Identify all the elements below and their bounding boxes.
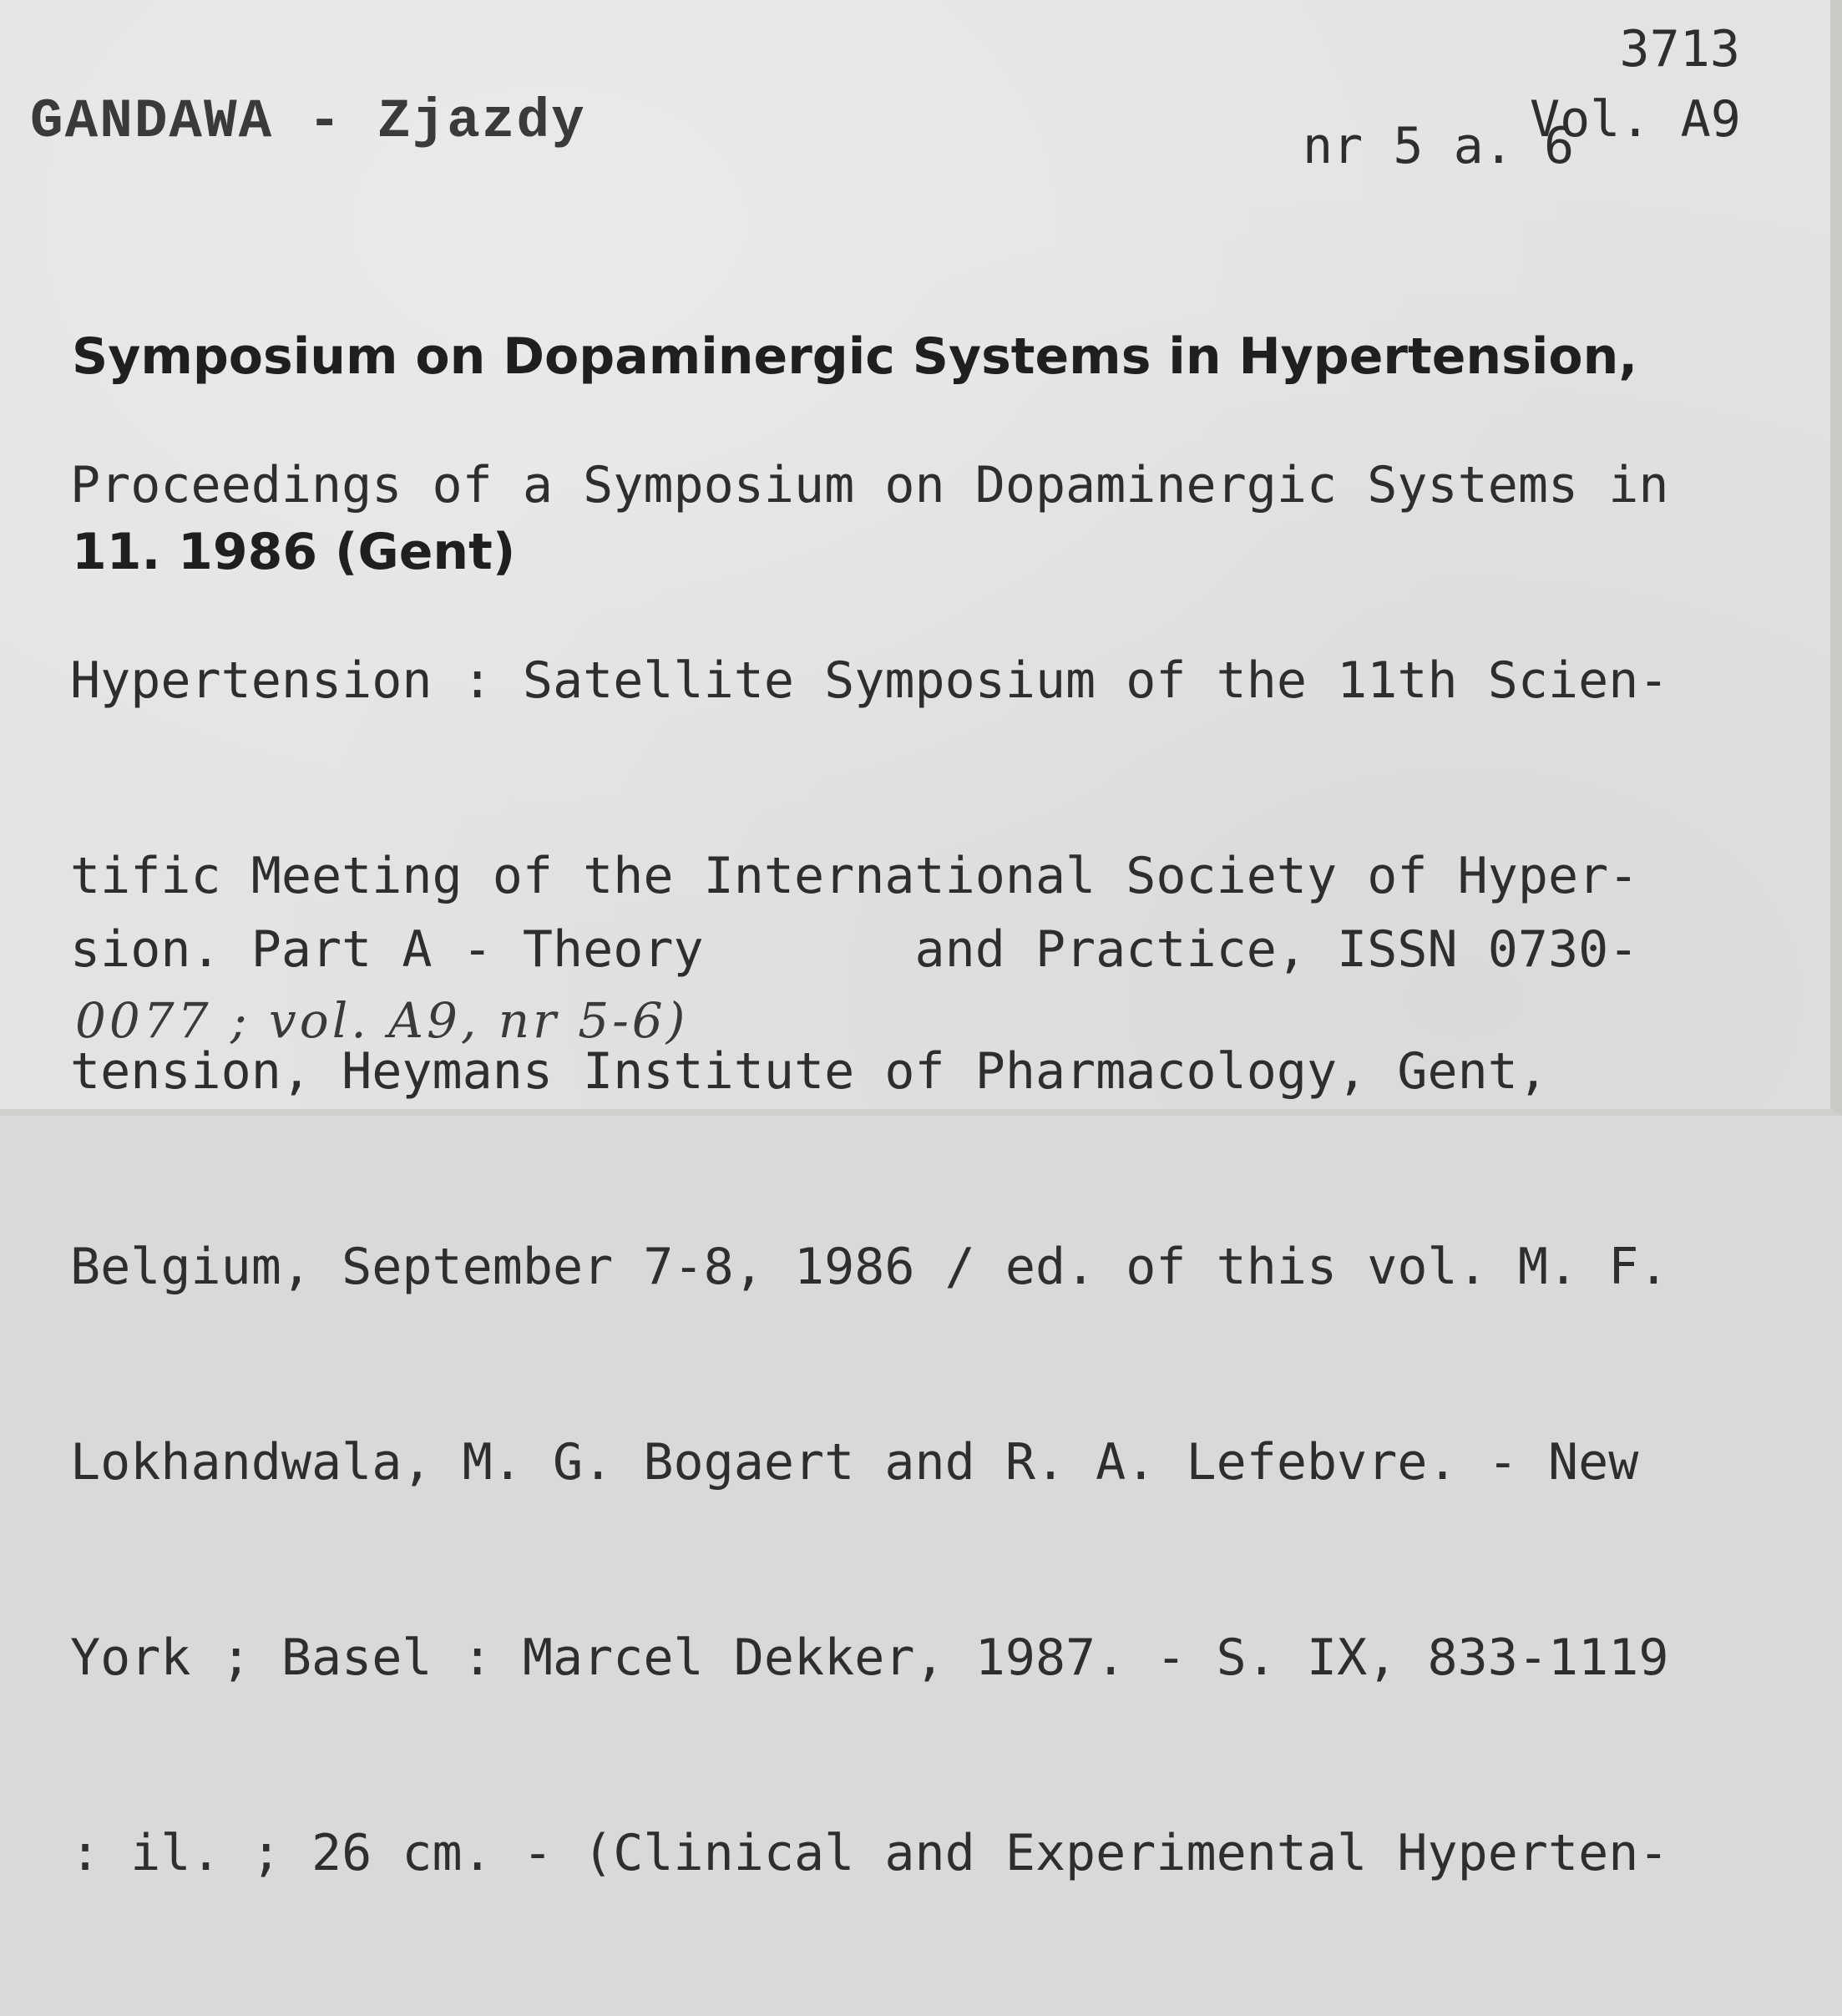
issue-number: nr 5 a. 6 (1303, 117, 1575, 175)
subject-heading: GANDAWA - Zjazdy (30, 90, 586, 153)
description-line: Lokhandwala, M. G. Bogaert and R. A. Lefebvre. - New (70, 1433, 1639, 1492)
description-line: York ; Basel : Marcel Dekker, 1987. - S. IX, 833-1119 (70, 1629, 1669, 1687)
description-line: : il. ; 26 cm. - (Clinical and Experimental Hyperten- (70, 1824, 1669, 1882)
bibliographic-description (70, 322, 1790, 2016)
volume-number: Vol. A9 (1530, 90, 1741, 149)
call-number: 3713 (1619, 20, 1740, 79)
description-line: Hypertension : Satellite Symposium of the 11th Scien- (70, 651, 1669, 710)
handwritten-note: 0077 ; vol. A9, nr 5-6) (75, 992, 689, 1049)
title-heading-line: 11. 1986 (Gent) (72, 523, 516, 581)
description-line: Proceedings of a Symposium on Dopaminergic Systems in (70, 456, 1669, 514)
description-continuation: sion. Part A - Theory and Practice, ISSN 0730- (70, 920, 1639, 979)
description-line: tific Meeting of the International Society of Hyper- (70, 847, 1639, 905)
description-line: tension, Heymans Institute of Pharmacology, Gent, (70, 1042, 1549, 1101)
description-line: Belgium, September 7-8, 1986 / ed. of this vol. M. F. (70, 1238, 1669, 1296)
title-heading-line: Symposium on Dopaminergic Systems in Hypertension, (72, 327, 1638, 386)
